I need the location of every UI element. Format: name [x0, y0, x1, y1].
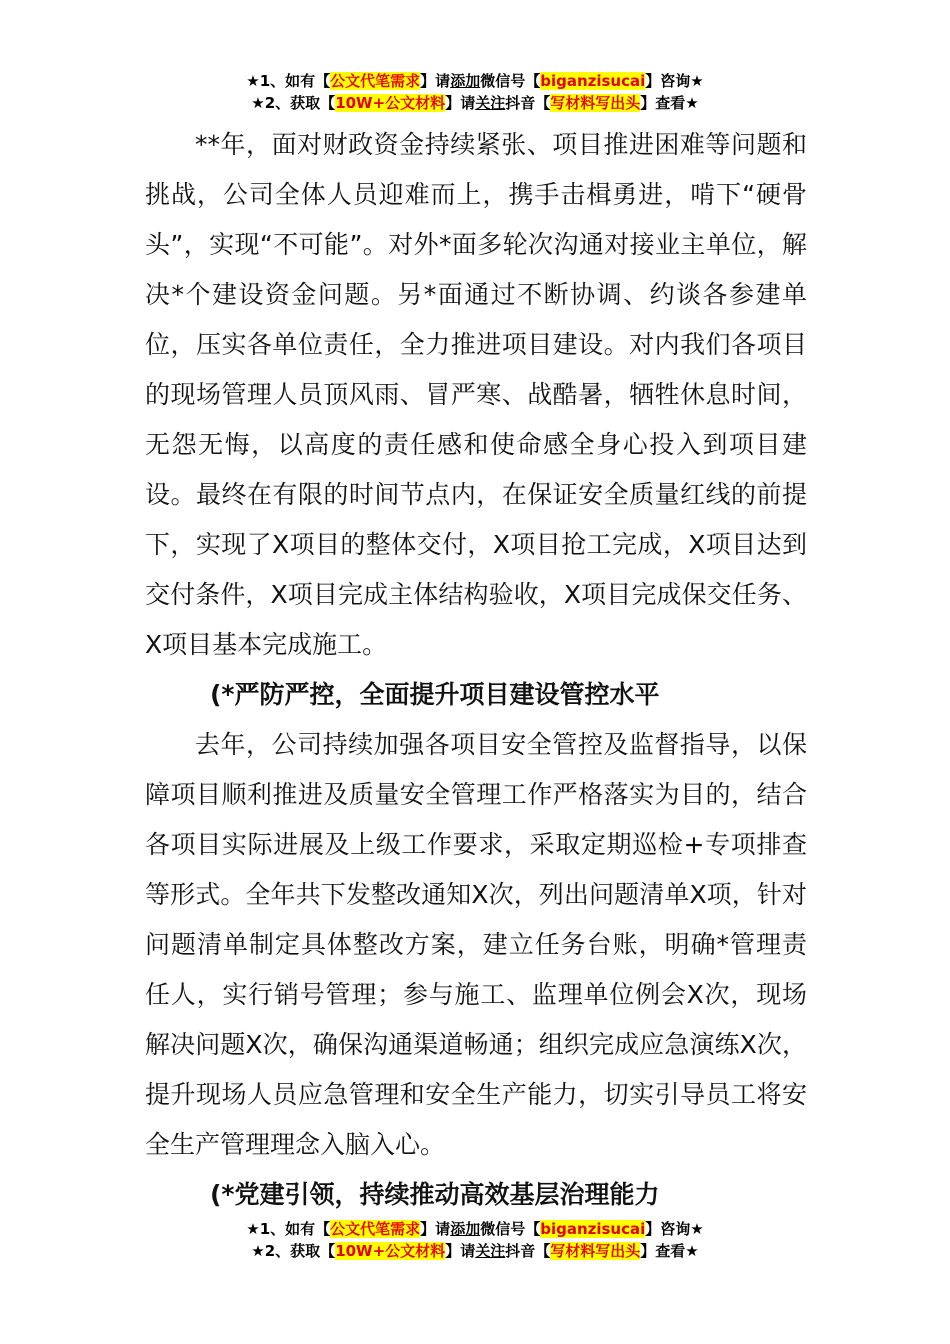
promo-line-1 — [0, 1218, 950, 1240]
promo-text: 】查看★ — [640, 94, 699, 112]
promo-text: 】请 — [445, 94, 476, 112]
paragraph-safety-control: 去年，公司持续加强各项目安全管控及监督指导，以保障项目顺利推进及质量安全管理工作严格落实为目的，结合各项目实际进展及上级工作要求，采取定期巡检+专项排查等形式。全年共下发整改通知X次，列出问题清单X项，针对问题清单制定具体整改方案，建立任务台账，明确*管理责任人，实行销号管理；参与施工、监理单位例会X次，现场解决问题X次，确保沟通渠道畅通；组织完成应急演练X次，提升现场人员应急管理和安全生产能力，切实引导员工将安全生产管理理念入脑入心。 — [145, 730, 807, 1159]
promo-text: 】请 — [445, 1242, 476, 1260]
promo-highlight: 公文代笔需求 — [330, 72, 421, 90]
promo-highlight: 10W+公文材料 — [335, 1242, 446, 1260]
promo-line-1 — [0, 70, 950, 92]
promo-emphasis: 关注 — [475, 94, 506, 112]
promo-line-2 — [0, 92, 950, 114]
section-heading-control: (*严防严控，全面提升项目建设管控水平 — [210, 680, 660, 709]
promo-highlight: 10W+公文材料 — [335, 94, 446, 112]
promo-emphasis: 关注 — [475, 1242, 506, 1260]
promo-text: 】请 — [420, 72, 451, 90]
top-promo-banner — [0, 70, 950, 114]
promo-text: ★1、如有【 — [246, 1220, 331, 1238]
promo-text: 抖音【 — [505, 94, 551, 112]
paragraph-project-delivery: **年，面对财政资金持续紧张、项目推进困难等问题和挑战，公司全体人员迎难而上，携手击楫勇进，啃下“硬骨头”，实现“不可能”。对外*面多轮次沟通对接业主单位，解决*个建设资金问题。另*面通过不断协调、约谈各参建单位，压实各单位责任，全力推进项目建设。对内我们各项目的现场管理人员顶风雨、冒严寒、战酷暑，牺牲休息时间，无怨无悔，以高度的责任感和使命感全身心投入到项目建设。最终在有限的时间节点内，在保证安全质量红线的前提下，实现了X项目的整体交付，X项目抢工完成，X项目达到交付条件，X项目完成主体结构验收，X项目完成保交任务、X项目基本完成施工。 — [145, 130, 807, 659]
document-body — [145, 120, 807, 1220]
promo-text: 】咨询★ — [645, 72, 704, 90]
section-heading-party-building: (*党建引领，持续推动高效基层治理能力 — [210, 1180, 660, 1209]
promo-highlight: biganzisucai — [540, 72, 646, 90]
promo-line-2 — [0, 1240, 950, 1262]
promo-text: 】查看★ — [640, 1242, 699, 1260]
promo-text: 】请 — [420, 1220, 451, 1238]
promo-emphasis: 添加 — [450, 1220, 481, 1238]
promo-highlight: 写材料写出头 — [550, 94, 641, 112]
promo-emphasis: 添加 — [450, 72, 481, 90]
promo-text: 微信号【 — [480, 72, 541, 90]
promo-highlight: 写材料写出头 — [550, 1242, 641, 1260]
promo-text: ★2、获取【 — [251, 94, 336, 112]
promo-highlight: biganzisucai — [540, 1220, 646, 1238]
promo-text: 】咨询★ — [645, 1220, 704, 1238]
promo-text: 微信号【 — [480, 1220, 541, 1238]
bottom-promo-banner — [0, 1218, 950, 1262]
promo-text: 抖音【 — [505, 1242, 551, 1260]
promo-highlight: 公文代笔需求 — [330, 1220, 421, 1238]
promo-text: ★1、如有【 — [246, 72, 331, 90]
promo-text: ★2、获取【 — [251, 1242, 336, 1260]
